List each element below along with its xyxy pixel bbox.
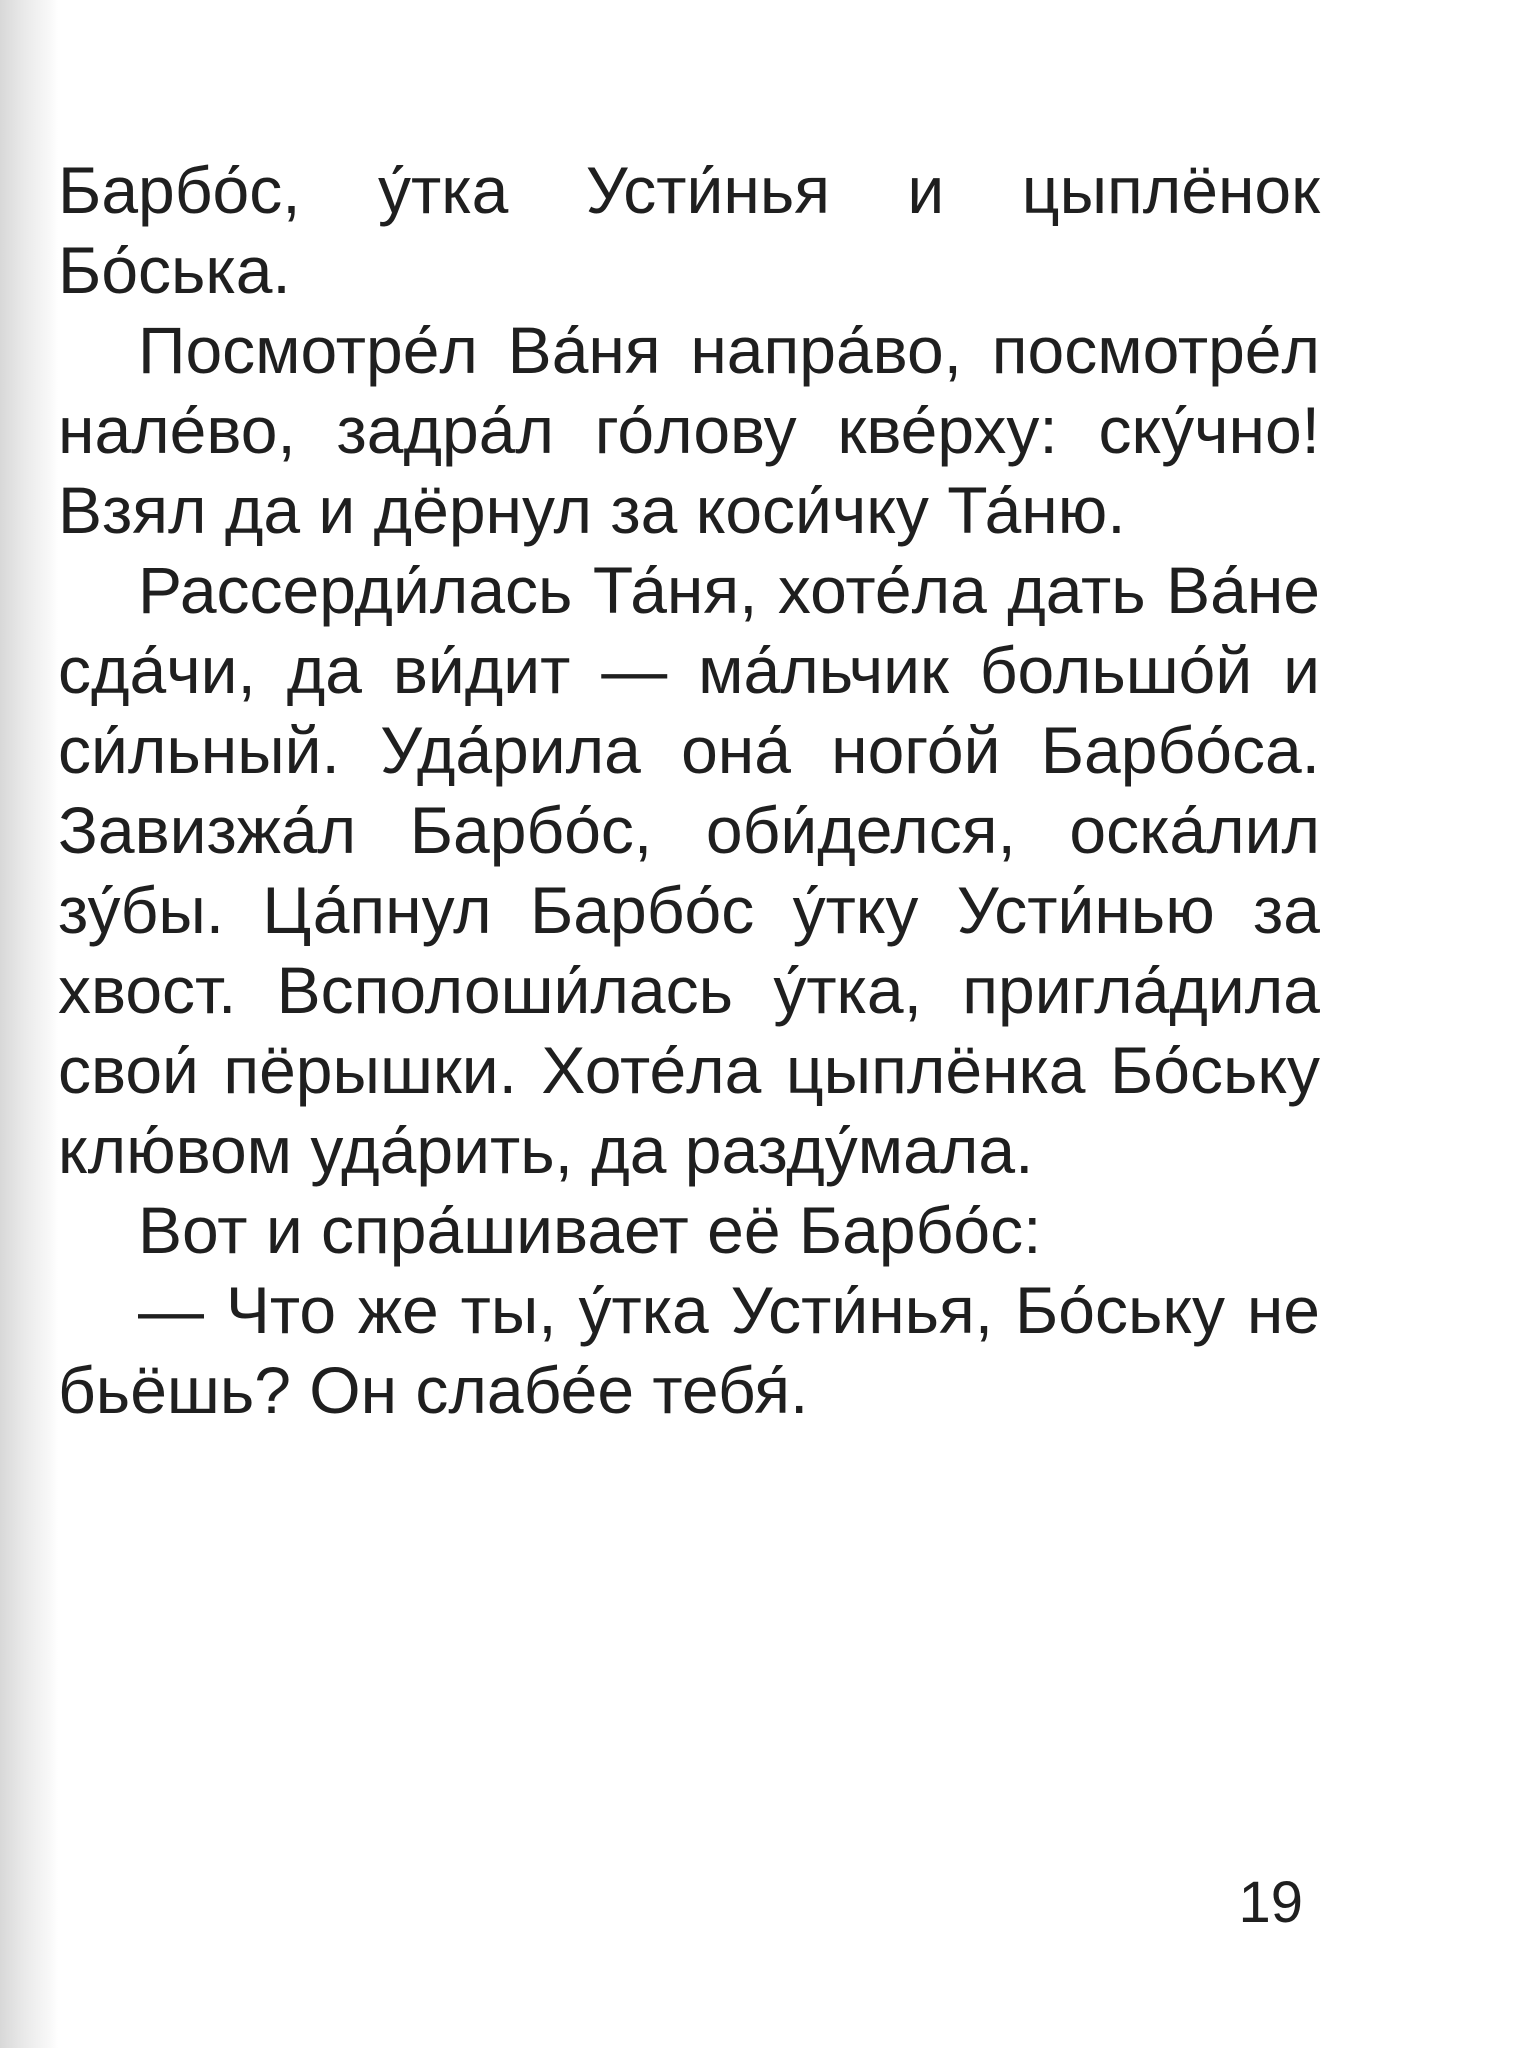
paragraph-2: Посмотре́л Ва́ня напра́во, посмотре́л нале́во, задра́л го́лову кве́рху: ску́чно! Взял да и дёрнул за коси́чку Та́ню. [58, 313, 1320, 547]
story-text [58, 150, 1320, 1430]
paragraph-5: — Что же ты, у́тка Усти́нья, Бо́ську не бьёшь? Он слабе́е тебя́. [58, 1273, 1320, 1427]
page-binding-shadow [0, 0, 58, 2048]
paragraph-4: Вот и спра́шивает её Барбо́с: [138, 1193, 1042, 1267]
page-number: 19 [1238, 1870, 1303, 1935]
paragraph-1: Барбо́с, у́тка Усти́нья и цыплёнок Бо́ська. [58, 153, 1320, 307]
paragraph-3: Рассерди́лась Та́ня, хоте́ла дать Ва́не сда́чи, да ви́дит — ма́льчик большо́й и си́льный. Уда́рила она́ ного́й Барбо́са. Завизжа́л Барбо́с, оби́делся, оска́лил зу́бы. Ца́пнул Барбо́с у́тку Усти́нью за хвост. Всполоши́лась у́тка, пригла́дила свои́ пёрышки. Хоте́ла цыплёнка Бо́ську клю́вом уда́рить, да разду́мала. [58, 553, 1320, 1187]
